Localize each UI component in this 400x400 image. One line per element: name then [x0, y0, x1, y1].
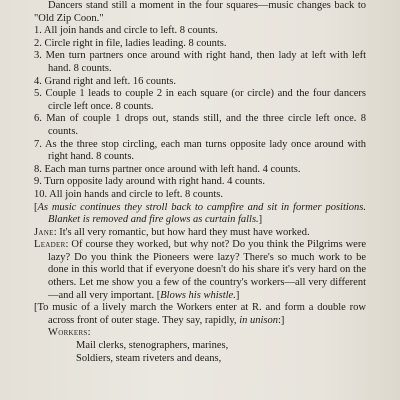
stage-direction: [34, 202, 366, 227]
jane-line: It's all very romantic, but how hard they must have worked.: [59, 226, 310, 238]
verse-line: Soldiers, steam riveters and deans,: [76, 352, 222, 364]
verse-line: Mail clerks, stenographers, marines,: [76, 340, 229, 352]
dance-step: 2. Circle right in file, ladies leading. 8 counts.: [34, 37, 227, 49]
speaker-workers: Workers:: [48, 327, 91, 339]
dance-step: 9. Turn opposite lady around with right hand. 4 counts.: [34, 176, 265, 188]
dance-step: 8. Each man turns partner once around with left hand. 4 counts.: [34, 163, 301, 175]
speaker-leader: Leader: [34, 239, 66, 251]
bracket-open: [: [156, 289, 161, 301]
bracket-close: ]: [235, 289, 240, 301]
speaker-jane: Jane: [34, 226, 54, 238]
speaker-colon: :: [65, 239, 69, 251]
dance-steps-list: [34, 25, 366, 201]
speaker-colon: :: [53, 226, 57, 238]
dance-step: 3. Men turn partners once around with right hand, then lady at left with left hand. 8 counts.: [34, 50, 366, 74]
dance-step: 10. All join hands and circle to left. 8 counts.: [34, 188, 223, 200]
dance-step: 5. Couple 1 leads to couple 2 in each square (or circle) and the four dancers circle left once. 8 counts.: [34, 88, 366, 112]
stage-direction-text: As music continues they stroll back to campfire and sit in former positions. Blanket is removed and fire glows as curtain falls.: [37, 201, 366, 226]
page-text: [34, 0, 366, 365]
leader-speech: [34, 239, 366, 302]
leader-line: Of course they worked, but why not? Do you think the Pilgrims were lazy? Do you think the Pioneers were lazy? There's so much work to be done in this world that if everyone doesn't do his share it's very hard on the others. Let me show you a few of the country's workers—all very different—and all very important.: [48, 239, 366, 301]
stage-direction-text: [To music of a lively march the Workers enter at R. and form a double row across front of outer stage. They say, rapidly,: [34, 302, 366, 326]
jane-speech: [34, 227, 366, 240]
bracket-open: [: [34, 201, 38, 213]
dance-step: 1. All join hands and circle to left. 8 counts.: [34, 25, 218, 37]
intro-paragraph: Dancers stand still a moment in the four squares—music changes back to "Old Zip Coon.": [34, 0, 366, 24]
stage-direction-italic: in unison: [239, 314, 278, 326]
stage-direction: [34, 302, 366, 327]
stage-direction-end: :]: [277, 314, 285, 326]
leader-direction: Blows his whistle.: [160, 289, 236, 301]
dance-step: 6. Man of couple 1 drops out, stands still, and the three circle left once. 8 counts.: [34, 113, 366, 137]
bracket-close: ]: [258, 214, 263, 226]
dance-step: 7. As the three stop circling, each man turns opposite lady once around with right hand. 8 counts.: [34, 138, 366, 163]
dance-step: 4. Grand right and left. 16 counts.: [34, 75, 177, 87]
